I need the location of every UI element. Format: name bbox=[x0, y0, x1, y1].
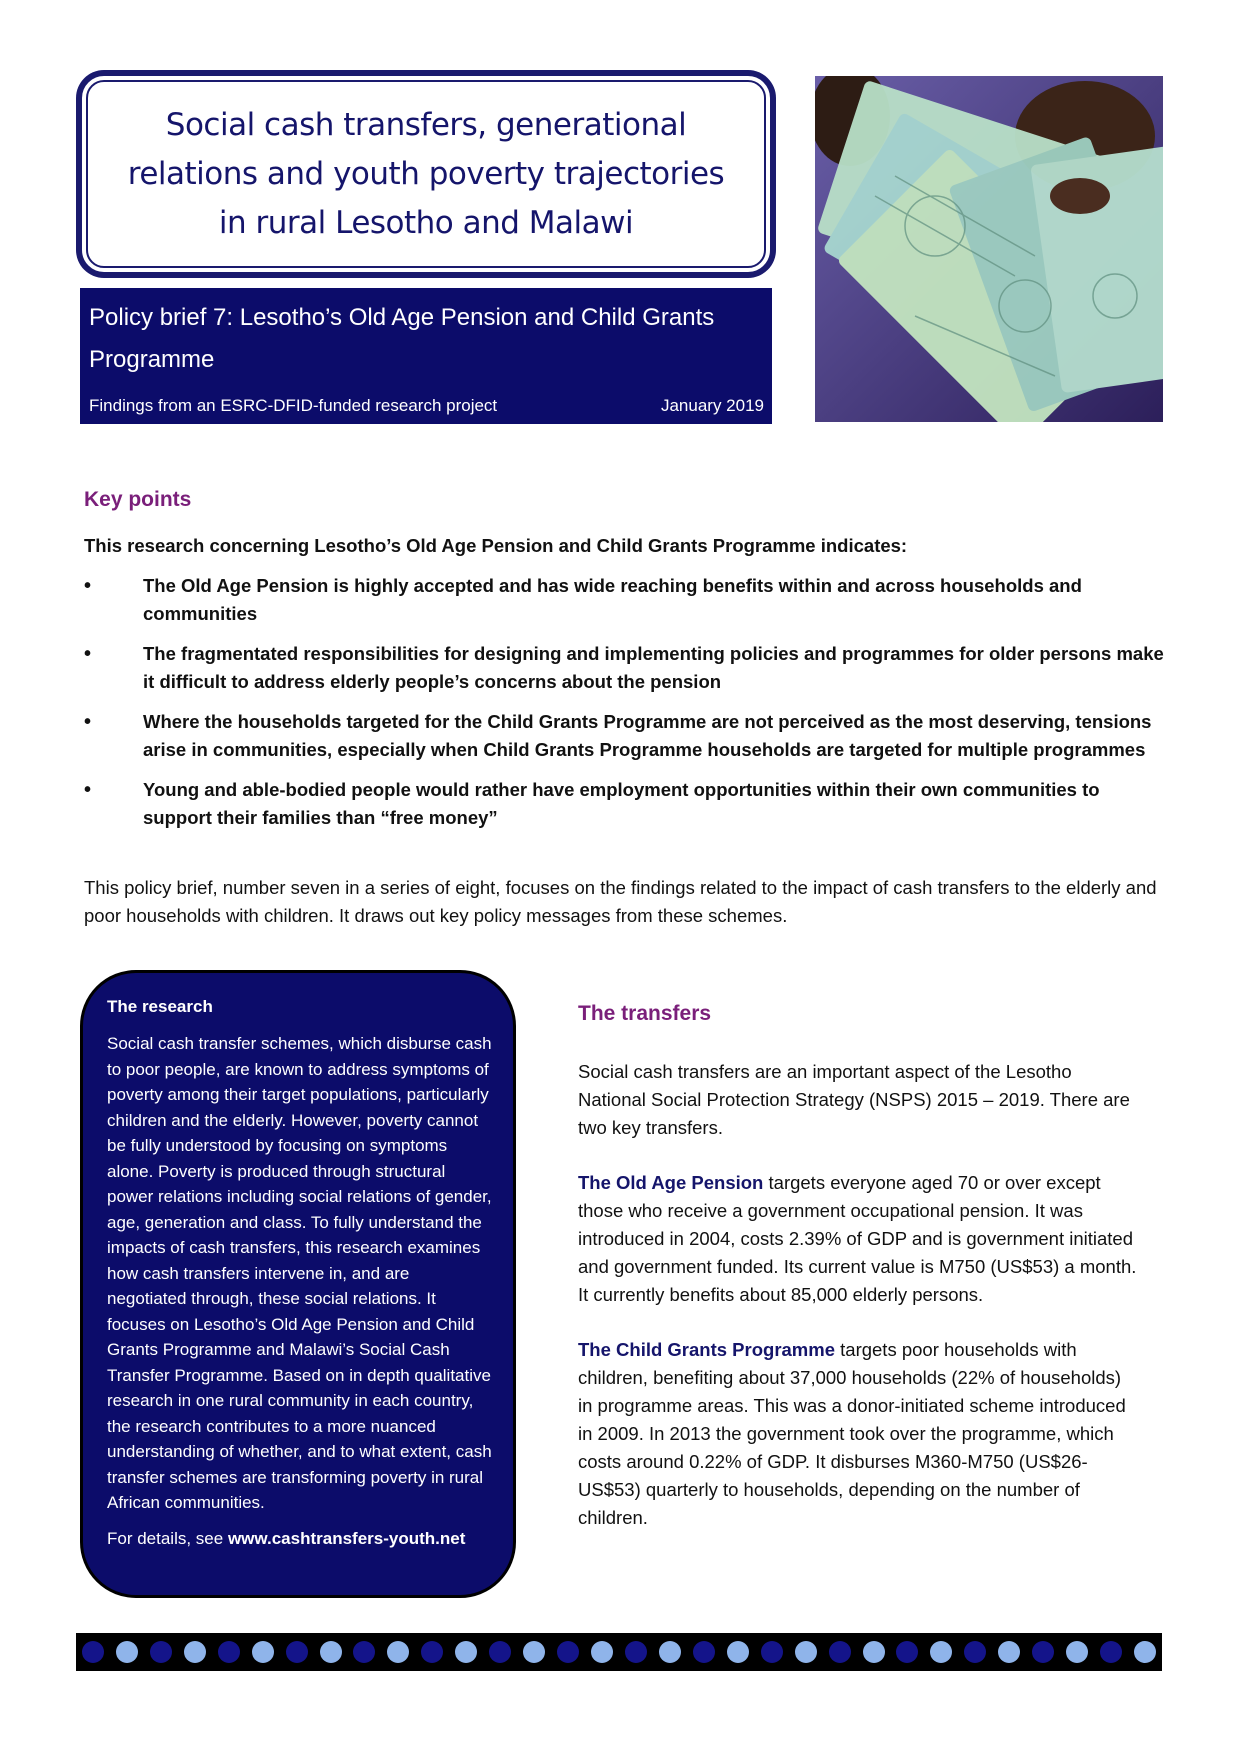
child-grants-text: targets poor households with children, benefiting about 37,000 households (22% of households) in programme areas. This was a donor-initiated scheme introduced in 2009. In 2013 the government took over the programme, which costs around 0.22% of GDP. It disburses M360-M750 (US$26-US$53) quarterly to households, depending on the number of children. bbox=[578, 1339, 1126, 1528]
list-item: • The fragmentated responsibilities for designing and implementing policies and programmes for older persons make it difficult to address elderly people’s concerns about the pension bbox=[84, 640, 1164, 696]
border-dot bbox=[964, 1641, 986, 1663]
list-item: • Where the households targeted for the Child Grants Programme are not perceived as the most deserving, tensions arise in communities, especially when Child Grants Programme households are targeted for multiple programmes bbox=[84, 708, 1164, 764]
border-dot bbox=[82, 1641, 104, 1663]
title-frame bbox=[82, 76, 770, 272]
border-dot bbox=[930, 1641, 952, 1663]
border-dot bbox=[1066, 1641, 1088, 1663]
border-dot bbox=[659, 1641, 681, 1663]
old-age-pension-text: targets everyone aged 70 or over except those who receive a government occupational pension. It was introduced in 2004, costs 2.39% of GDP and is government initiated and government funded. Its current value is M750 (US$53) a month. It currently benefits about 85,000 elderly persons. bbox=[578, 1172, 1137, 1305]
publication-date: January 2019 bbox=[660, 396, 764, 415]
research-box bbox=[80, 970, 516, 1598]
transfers-section bbox=[578, 1002, 1138, 1559]
child-grants-term: The Child Grants Programme bbox=[578, 1339, 835, 1360]
border-dot bbox=[998, 1641, 1020, 1663]
policy-brief-title: Policy brief 7: Lesotho’s Old Age Pension and Child Grants Programme bbox=[89, 304, 715, 373]
details-prefix: For details, see bbox=[107, 1528, 228, 1548]
border-dot bbox=[829, 1641, 851, 1663]
border-dot bbox=[116, 1641, 138, 1663]
border-dot bbox=[252, 1641, 274, 1663]
key-points-heading: Key points bbox=[84, 488, 192, 511]
policy-subline bbox=[89, 396, 764, 416]
project-website-link[interactable]: www.cashtransfers-youth.net bbox=[227, 1528, 466, 1548]
border-dot bbox=[625, 1641, 647, 1663]
border-dot bbox=[1134, 1641, 1156, 1663]
policy-banner bbox=[80, 288, 772, 424]
banknotes-photo bbox=[815, 76, 1163, 422]
child-grants-paragraph bbox=[578, 1336, 1138, 1532]
border-dot bbox=[591, 1641, 613, 1663]
border-dot bbox=[761, 1641, 783, 1663]
list-item: • Young and able-bodied people would rather have employment opportunities within their own communities to support their families than “free money” bbox=[84, 776, 1164, 832]
border-dot bbox=[320, 1641, 342, 1663]
brief-summary: This policy brief, number seven in a series of eight, focuses on the findings related to the impact of cash transfers to the elderly and poor households with children. It draws out key policy messages from these schemes. bbox=[84, 877, 1157, 926]
border-dot bbox=[387, 1641, 409, 1663]
border-dot bbox=[693, 1641, 715, 1663]
research-heading: The research bbox=[107, 997, 213, 1016]
border-dot bbox=[286, 1641, 308, 1663]
border-dot bbox=[727, 1641, 749, 1663]
border-dot bbox=[455, 1641, 477, 1663]
key-points-intro: This research concerning Lesotho’s Old Age Pension and Child Grants Programme indicates: bbox=[84, 535, 908, 556]
border-dot bbox=[863, 1641, 885, 1663]
transfers-intro: Social cash transfers are an important aspect of the Lesotho National Social Protection Strategy (NSPS) 2015 – 2019. There are two key transfers. bbox=[578, 1061, 1130, 1138]
border-dot bbox=[896, 1641, 918, 1663]
border-dot bbox=[353, 1641, 375, 1663]
old-age-pension-term: The Old Age Pension bbox=[578, 1172, 764, 1193]
decorative-dot-border bbox=[76, 1633, 1162, 1671]
list-item: • The Old Age Pension is highly accepted and has wide reaching benefits within and across households and communities bbox=[84, 572, 1164, 628]
border-dot bbox=[489, 1641, 511, 1663]
border-dot bbox=[795, 1641, 817, 1663]
research-details bbox=[107, 1526, 493, 1552]
border-dot bbox=[557, 1641, 579, 1663]
border-dot bbox=[184, 1641, 206, 1663]
research-body: Social cash transfer schemes, which disburse cash to poor people, are known to address symptoms of poverty among their target populations, particularly children and the elderly. However, poverty cannot be fully understood by focusing on symptoms alone. Poverty is produced through structural power relations including social relations of gender, age, generation and class. To fully understand the impacts of cash transfers, this research examines how cash transfers intervene in, and are negotiated through, these social relations. It focuses on Lesotho’s Old Age Pension and Child Grants Programme and Malawi’s Social Cash Transfer Programme. Based on in depth qualitative research in one rural community in each country, the research contributes to a more nuanced understanding of whether, and to what extent, cash transfer schemes are transforming poverty in rural African communities. bbox=[107, 1034, 492, 1512]
border-dot bbox=[218, 1641, 240, 1663]
border-dot bbox=[150, 1641, 172, 1663]
transfers-heading: The transfers bbox=[578, 1002, 712, 1025]
border-dot bbox=[421, 1641, 443, 1663]
banknotes-illustration bbox=[815, 76, 1163, 422]
old-age-pension-paragraph bbox=[578, 1169, 1138, 1309]
funding-line: Findings from an ESRC-DFID-funded research project bbox=[89, 396, 498, 415]
key-points-list bbox=[84, 572, 1164, 844]
border-dot bbox=[1032, 1641, 1054, 1663]
border-dot bbox=[523, 1641, 545, 1663]
document-title: Social cash transfers, generational relations and youth poverty trajectories in rural Lesotho and Malawi bbox=[127, 106, 725, 241]
title-box bbox=[76, 70, 776, 278]
border-dot bbox=[1100, 1641, 1122, 1663]
